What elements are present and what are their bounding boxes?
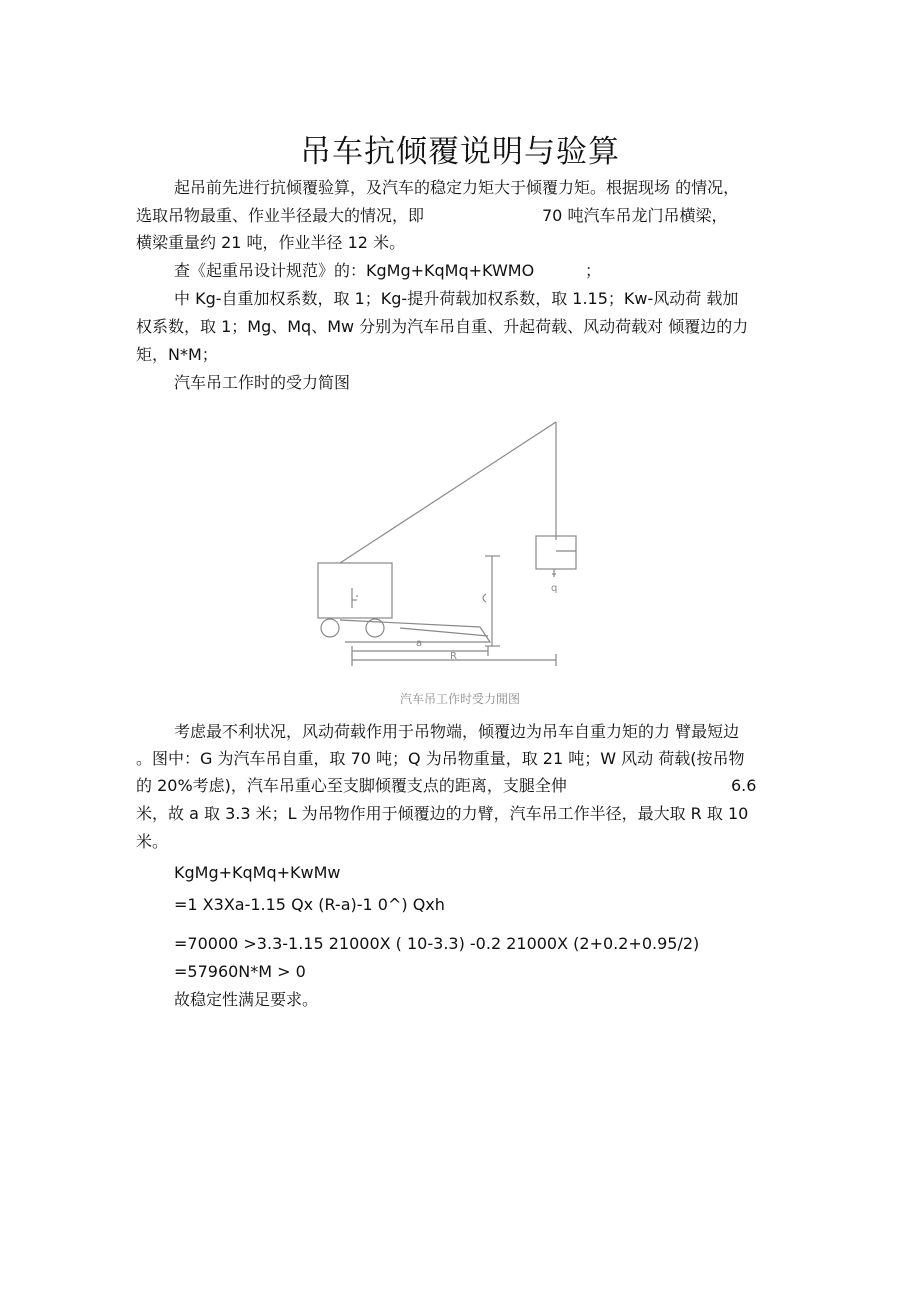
analysis-line-1: 考虑最不利状况，风动荷载作用于吊物端，倾覆边为吊车自重力矩的力 臂最短边	[174, 722, 740, 741]
intro-line-2b: 70 吨汽车吊龙门吊横梁，	[542, 206, 728, 225]
formula-4: =57960N*M > 0	[174, 962, 306, 981]
spec-line-2: 中 Kg-自重加权系数，取 1；Kg-提升荷载加权系数，取 1.15；Kw-风动荷 载加	[174, 289, 739, 308]
analysis-line-2: 。图中：G 为汽车吊自重，取 70 吨；Q 为吊物重量，取 21 吨；W 风动 荷载(按吊物	[136, 749, 745, 768]
load-box	[536, 536, 576, 569]
spec-line-3: 权系数，取 1；Mg、Mq、Mw 分别为汽车吊自重、升起荷载、风动荷载对 倾覆边的力	[136, 317, 749, 336]
spec-line-4: 矩，N*M；	[136, 345, 218, 364]
spec-line-1a: 查《起重吊设计规范》的：KgMg+KqMq+KWMO	[174, 261, 535, 280]
analysis-line-3a: 的 20%考虑)，汽车吊重心至支脚倾覆支点的距离，支腿全伸	[136, 776, 567, 795]
wheel-rear	[321, 619, 339, 637]
intro-line-3: 横梁重量约 21 吨，作业半径 12 米。	[136, 233, 406, 252]
conclusion: 故稳定性满足要求。	[174, 990, 319, 1009]
figure-caption: 汽车吊工作时受力閒图	[399, 692, 520, 706]
formula-3: =70000 >3.3-1.15 21000X ( 10-3.3) -0.2 21000X (2+0.2+0.95/2)	[174, 934, 700, 953]
boom	[340, 422, 556, 563]
a-label: a	[416, 638, 423, 649]
spec-line-1b: ；	[585, 261, 602, 280]
page-title: 吊车抗倾覆说明与验算	[300, 134, 620, 170]
analysis-line-3b: 6.6	[731, 776, 757, 795]
r-label: R	[450, 651, 457, 662]
crane-body	[318, 563, 392, 618]
intro-line-2a: 选取吊物最重、作业半径最大的情况，即	[136, 206, 425, 225]
formula-2: =1 X3Xa-1.15 Qx (R-a)-1 0^) Qxh	[174, 895, 445, 914]
analysis-line-5: 米。	[136, 832, 169, 851]
formula-1: KgMg+KqMq+KwMw	[174, 863, 341, 882]
intro-line-1: 起吊前先进行抗倾覆验算，及汽车的稳定力矩大于倾覆力矩。根据现场 的情况，	[174, 178, 740, 197]
outrigger	[340, 620, 490, 642]
analysis-line-4: 米，故 a 取 3.3 米；L 为吊物作用于倾覆边的力臂，汽车吊工作半径，最大取 R 取 10	[136, 804, 749, 823]
crane-force-diagram	[300, 410, 600, 672]
load-label: q	[551, 583, 558, 594]
spec-line-5: 汽车吊工作时的受力简图	[174, 373, 351, 392]
